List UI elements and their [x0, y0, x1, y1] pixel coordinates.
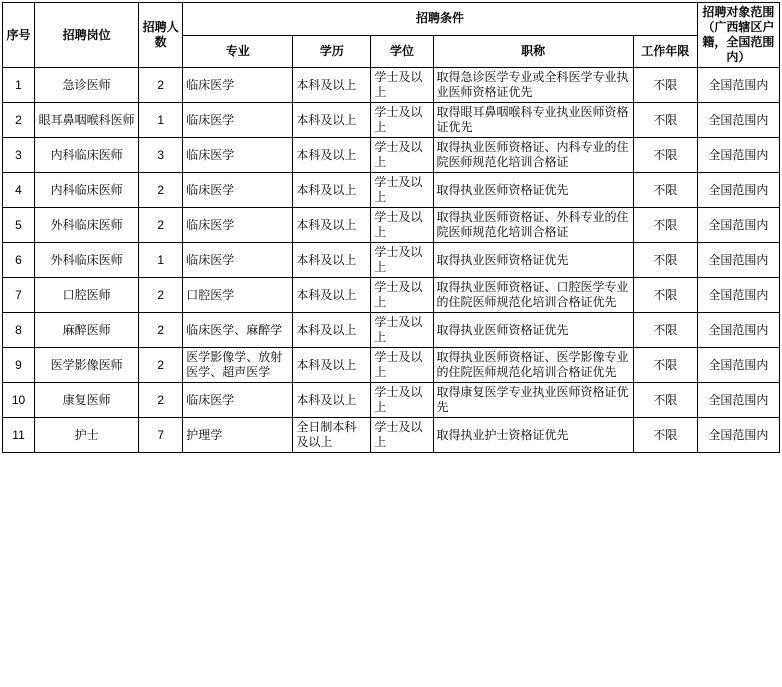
- cell-title: 取得执业医师资格证优先: [433, 243, 633, 278]
- table-header: [3, 3, 780, 68]
- cell-years: 不限: [633, 418, 697, 453]
- table-row: [3, 418, 780, 453]
- table-row: [3, 208, 780, 243]
- cell-years: 不限: [633, 138, 697, 173]
- cell-years: 不限: [633, 348, 697, 383]
- column-header-years: 工作年限: [633, 35, 697, 68]
- cell-num: 4: [3, 173, 35, 208]
- cell-scope: 全国范围内: [697, 418, 779, 453]
- cell-post: 康复医师: [35, 383, 139, 418]
- cell-education: 本科及以上: [293, 103, 371, 138]
- cell-count: 2: [139, 313, 183, 348]
- cell-title: 取得执业医师资格证、内科专业的住院医师规范化培训合格证: [433, 138, 633, 173]
- cell-post: 眼耳鼻咽喉科医师: [35, 103, 139, 138]
- cell-major: 临床医学: [183, 208, 293, 243]
- column-header-post: 招聘岗位: [35, 3, 139, 68]
- cell-count: 2: [139, 278, 183, 313]
- cell-scope: 全国范围内: [697, 243, 779, 278]
- cell-title: 取得执业医师资格证、医学影像专业的住院医师规范化培训合格证优先: [433, 348, 633, 383]
- cell-post: 口腔医师: [35, 278, 139, 313]
- cell-count: 2: [139, 208, 183, 243]
- cell-education: 全日制本科及以上: [293, 418, 371, 453]
- cell-education: 本科及以上: [293, 383, 371, 418]
- cell-title: 取得眼耳鼻咽喉科专业执业医师资格证优先: [433, 103, 633, 138]
- cell-degree: 学士及以上: [371, 278, 433, 313]
- cell-years: 不限: [633, 208, 697, 243]
- column-header-scope: 招聘对象范围（广西辖区户籍，全国范围内）: [697, 3, 779, 68]
- cell-post: 护士: [35, 418, 139, 453]
- cell-education: 本科及以上: [293, 313, 371, 348]
- column-header-major: 专业: [183, 35, 293, 68]
- cell-title: 取得执业护士资格证优先: [433, 418, 633, 453]
- cell-title: 取得执业医师资格证、口腔医学专业的住院医师规范化培训合格证优先: [433, 278, 633, 313]
- table-row: [3, 138, 780, 173]
- cell-count: 3: [139, 138, 183, 173]
- cell-count: 1: [139, 243, 183, 278]
- table-row: [3, 383, 780, 418]
- column-header-education: 学历: [293, 35, 371, 68]
- cell-title: 取得康复医学专业执业医师资格证优先: [433, 383, 633, 418]
- column-header-title: 职称: [433, 35, 633, 68]
- cell-years: 不限: [633, 313, 697, 348]
- cell-major: 护理学: [183, 418, 293, 453]
- cell-count: 2: [139, 348, 183, 383]
- cell-years: 不限: [633, 103, 697, 138]
- table-row: [3, 243, 780, 278]
- cell-degree: 学士及以上: [371, 173, 433, 208]
- column-header-num: 序号: [3, 3, 35, 68]
- cell-num: 6: [3, 243, 35, 278]
- cell-scope: 全国范围内: [697, 208, 779, 243]
- cell-scope: 全国范围内: [697, 173, 779, 208]
- cell-title: 取得执业医师资格证、外科专业的住院医师规范化培训合格证: [433, 208, 633, 243]
- cell-num: 10: [3, 383, 35, 418]
- cell-post: 外科临床医师: [35, 208, 139, 243]
- cell-num: 5: [3, 208, 35, 243]
- cell-degree: 学士及以上: [371, 208, 433, 243]
- table-row: [3, 313, 780, 348]
- cell-scope: 全国范围内: [697, 138, 779, 173]
- cell-major: 临床医学: [183, 383, 293, 418]
- table-body: [3, 68, 780, 453]
- cell-num: 2: [3, 103, 35, 138]
- cell-num: 7: [3, 278, 35, 313]
- cell-count: 2: [139, 173, 183, 208]
- cell-degree: 学士及以上: [371, 68, 433, 103]
- column-header-group-conditions: 招聘条件: [183, 3, 698, 36]
- cell-education: 本科及以上: [293, 138, 371, 173]
- cell-major: 临床医学: [183, 138, 293, 173]
- cell-degree: 学士及以上: [371, 138, 433, 173]
- cell-major: 临床医学、麻醉学: [183, 313, 293, 348]
- cell-major: 医学影像学、放射医学、超声医学: [183, 348, 293, 383]
- cell-years: 不限: [633, 278, 697, 313]
- cell-post: 医学影像医师: [35, 348, 139, 383]
- cell-count: 2: [139, 383, 183, 418]
- table-row: [3, 68, 780, 103]
- cell-count: 1: [139, 103, 183, 138]
- cell-degree: 学士及以上: [371, 418, 433, 453]
- cell-num: 3: [3, 138, 35, 173]
- cell-num: 11: [3, 418, 35, 453]
- cell-scope: 全国范围内: [697, 68, 779, 103]
- cell-post: 内科临床医师: [35, 173, 139, 208]
- cell-count: 2: [139, 68, 183, 103]
- column-header-count: 招聘人数: [139, 3, 183, 68]
- table-row: [3, 278, 780, 313]
- cell-scope: 全国范围内: [697, 348, 779, 383]
- cell-education: 本科及以上: [293, 68, 371, 103]
- cell-years: 不限: [633, 68, 697, 103]
- cell-count: 7: [139, 418, 183, 453]
- table-row: [3, 103, 780, 138]
- cell-title: 取得执业医师资格证优先: [433, 173, 633, 208]
- cell-major: 临床医学: [183, 243, 293, 278]
- cell-post: 外科临床医师: [35, 243, 139, 278]
- cell-education: 本科及以上: [293, 173, 371, 208]
- recruitment-table: [2, 2, 780, 453]
- table-row: [3, 173, 780, 208]
- cell-education: 本科及以上: [293, 208, 371, 243]
- cell-major: 临床医学: [183, 173, 293, 208]
- cell-major: 临床医学: [183, 68, 293, 103]
- cell-title: 取得执业医师资格证优先: [433, 313, 633, 348]
- cell-scope: 全国范围内: [697, 278, 779, 313]
- cell-degree: 学士及以上: [371, 383, 433, 418]
- cell-title: 取得急诊医学专业或全科医学专业执业医师资格证优先: [433, 68, 633, 103]
- cell-scope: 全国范围内: [697, 313, 779, 348]
- cell-num: 9: [3, 348, 35, 383]
- cell-education: 本科及以上: [293, 348, 371, 383]
- cell-degree: 学士及以上: [371, 103, 433, 138]
- cell-years: 不限: [633, 173, 697, 208]
- cell-num: 1: [3, 68, 35, 103]
- cell-scope: 全国范围内: [697, 103, 779, 138]
- cell-post: 急诊医师: [35, 68, 139, 103]
- cell-major: 临床医学: [183, 103, 293, 138]
- cell-years: 不限: [633, 243, 697, 278]
- cell-education: 本科及以上: [293, 243, 371, 278]
- table-header-row-1: [3, 3, 780, 36]
- cell-degree: 学士及以上: [371, 313, 433, 348]
- cell-post: 内科临床医师: [35, 138, 139, 173]
- cell-major: 口腔医学: [183, 278, 293, 313]
- cell-degree: 学士及以上: [371, 348, 433, 383]
- cell-education: 本科及以上: [293, 278, 371, 313]
- cell-degree: 学士及以上: [371, 243, 433, 278]
- column-header-degree: 学位: [371, 35, 433, 68]
- cell-years: 不限: [633, 383, 697, 418]
- cell-num: 8: [3, 313, 35, 348]
- table-row: [3, 348, 780, 383]
- cell-scope: 全国范围内: [697, 383, 779, 418]
- cell-post: 麻醉医师: [35, 313, 139, 348]
